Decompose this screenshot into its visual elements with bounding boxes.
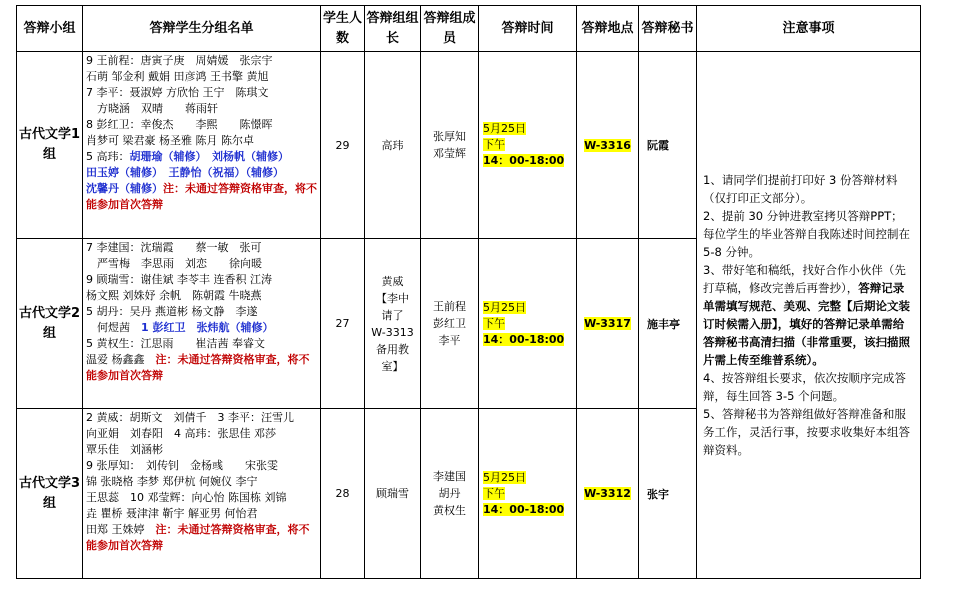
defense-location: W-3317 <box>577 239 639 409</box>
minor-students: 沈馨丹（辅修） <box>86 182 163 195</box>
defense-location: W-3316 <box>577 52 639 239</box>
student-line: 严雪梅 李思雨 刘恋 徐向暖 <box>86 257 262 270</box>
student-line: 肖梦可 梁君豪 杨圣雅 陈月 陈尔卓 <box>86 134 254 147</box>
defense-secretary: 施丰亭 <box>639 239 697 409</box>
group-members: 王前程 彭红卫 李平 <box>421 239 479 409</box>
student-line: 王思蕊 10 邓莹辉：向心怡 陈国栋 刘锦 <box>86 491 287 504</box>
student-line: 9 顾瑞雪：谢佳斌 李苓丰 连香积 江涛 <box>86 273 272 286</box>
header-row <box>17 6 921 52</box>
student-list <box>83 409 321 579</box>
header-notes: 注意事项 <box>697 6 921 52</box>
header-location: 答辩地点 <box>577 6 639 52</box>
group-members: 张厚知 邓莹辉 <box>421 52 479 239</box>
note-item: 1、请同学们提前打印好 3 份答辩材料（仅打印正文部分）。 <box>703 173 898 205</box>
student-line: 9 张厚知： 刘传钊 金杨彧 宋张雯 <box>86 459 278 472</box>
student-line: 9 王前程：唐寅子庚 周婧媛 张宗宇 <box>86 54 273 67</box>
header-members: 答辩组成员 <box>421 6 479 52</box>
defense-time: 5月25日 下午 14：00-18:00 <box>479 239 577 409</box>
student-line: 锦 张晓格 李梦 郑伊杭 何婉仪 李宁 <box>86 475 258 488</box>
header-secretary: 答辩秘书 <box>639 6 697 52</box>
defense-time: 5月25日 下午 14：00-18:00 <box>479 409 577 579</box>
student-line: 温爱 杨鑫鑫 注：未通过答辩资格审查，将不能参加首次答辩 <box>86 353 310 382</box>
note-item: 2、提前 30 分钟进教室拷贝答辩PPT；每位学生的毕业答辩自我陈述时间控制在 5-8 分钟。 <box>703 209 910 259</box>
student-line: 杨文熙 刘姝妤 余帆 陈朝霞 牛晓燕 <box>86 289 262 302</box>
header-count: 学生人数 <box>321 6 365 52</box>
group-leader: 顾瑞雪 <box>365 409 421 579</box>
student-list <box>83 52 321 239</box>
student-line: 5 高玮：胡珊瑜（辅修） 刘杨帆（辅修） <box>86 150 289 163</box>
student-count: 28 <box>321 409 365 579</box>
note-item: 3、带好笔和稿纸，找好合作小伙伴（先打草稿，修改完善后再誊抄），答辩记录单需填写规范、美观、完整【后期论文装订时候需入册】，填好的答辩记录单需给答辩秘书高清扫描（非常重要，该扫描照片需上传至维普系统）。 <box>703 263 910 367</box>
defense-secretary: 阮霞 <box>639 52 697 239</box>
student-line <box>86 181 317 213</box>
student-line: 7 李平：聂淑婷 方欣怡 王宁 陈琪文 <box>86 86 269 99</box>
group-name: 古代文学3组 <box>17 409 83 579</box>
student-line: 向亚娟 刘春阳 4 高玮：张思佳 邓莎 <box>86 427 276 440</box>
student-line: 8 彭红卫：幸俊杰 李熙 陈憬晖 <box>86 118 273 131</box>
minor-students: 1 彭红卫 张炜航（辅修） <box>141 321 274 334</box>
note-item: 4、按答辩组长要求，依次按顺序完成答辩，每生回答 3-5 个问题。 <box>703 371 906 403</box>
warning-text: 注：未通过答辩资格审查，将不能参加首次答辩 <box>86 523 310 552</box>
student-count: 29 <box>321 52 365 239</box>
notes-cell <box>697 52 921 579</box>
warning-text: 注：未通过答辩资格审查，将不能参加首次答辩 <box>86 182 317 211</box>
student-line: 覃乐佳 刘涵彬 <box>86 443 163 456</box>
group-name: 古代文学1组 <box>17 52 83 239</box>
student-line: 2 黄威：胡斯文 刘倩千 3 李平：汪雪儿 <box>86 411 294 424</box>
header-group: 答辩小组 <box>17 6 83 52</box>
student-line: 5 胡丹：吴丹 燕道彬 杨文静 李遂 <box>86 305 258 318</box>
student-list <box>83 239 321 409</box>
minor-students: 田玉婷（辅修） 王静怡（祝福）（辅修） <box>86 166 284 179</box>
group-leader: 黄威 【李中 请了 W-3313 备用教 室】 <box>365 239 421 409</box>
defense-time: 5月25日 下午 14：00-18:00 <box>479 52 577 239</box>
student-line: 方晓涵 双晴 蒋雨轩 <box>86 102 218 115</box>
defense-secretary: 张宇 <box>639 409 697 579</box>
student-line: 垚 瞿桥 聂津津 靳宇 解亚男 何怡君 <box>86 507 258 520</box>
note-item: 5、答辩秘书为答辩组做好答辩准备和服务工作，灵活行事，按要求收集好本组答辩资料。 <box>703 407 910 457</box>
defense-schedule-table <box>16 5 921 579</box>
student-line: 田郑 王姝婷 注：未通过答辩资格审查，将不能参加首次答辩 <box>86 523 310 552</box>
group-name: 古代文学2组 <box>17 239 83 409</box>
table-row <box>17 52 921 239</box>
warning-text: 注：未通过答辩资格审查，将不能参加首次答辩 <box>86 353 310 382</box>
student-count: 27 <box>321 239 365 409</box>
defense-location: W-3312 <box>577 409 639 579</box>
group-leader: 高玮 <box>365 52 421 239</box>
header-leader: 答辩组组长 <box>365 6 421 52</box>
student-line: 7 李建国：沈瑞霞 蔡一敏 张可 <box>86 241 262 254</box>
header-list: 答辩学生分组名单 <box>83 6 321 52</box>
student-line: 石萌 邹金利 戴娟 田彦鸿 王书擎 黄旭 <box>86 70 269 83</box>
header-time: 答辩时间 <box>479 6 577 52</box>
student-line: 何煜茜 1 彭红卫 张炜航（辅修） <box>86 321 274 334</box>
student-line: 5 黄权生：江思雨 崔洁茜 奉睿文 <box>86 337 265 350</box>
group-members: 李建国 胡丹 黄权生 <box>421 409 479 579</box>
minor-students: 胡珊瑜（辅修） 刘杨帆（辅修） <box>129 150 289 163</box>
